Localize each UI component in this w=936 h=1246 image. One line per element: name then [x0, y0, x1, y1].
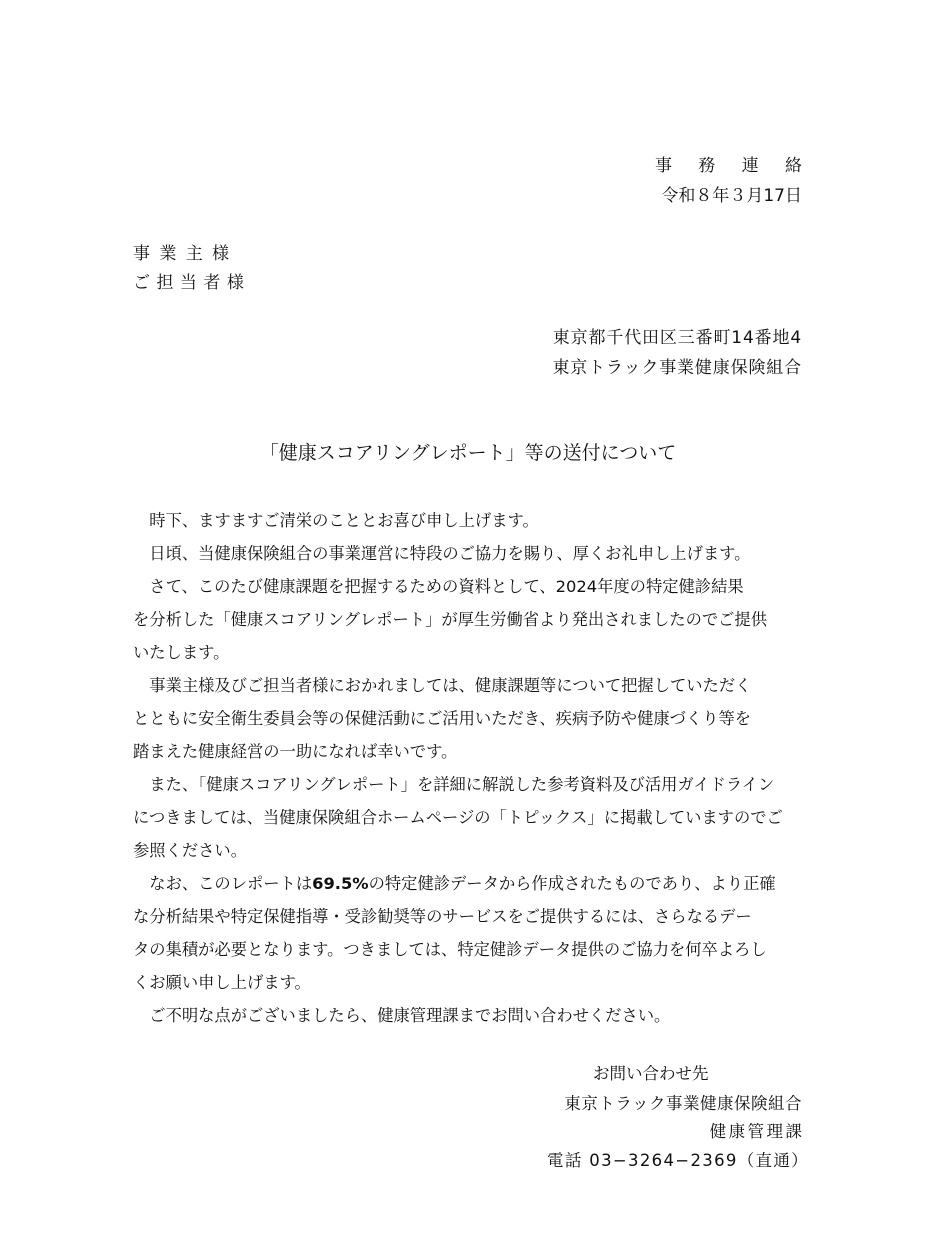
- paragraph-data-coverage: [133, 867, 809, 999]
- paragraph-report-intro: [133, 570, 809, 669]
- body-line: ご不明な点がございましたら、健康管理課までお問い合わせください。: [149, 1006, 671, 1025]
- letter-body: [133, 504, 809, 1032]
- body-line: とともに安全衛生委員会等の保健活動にご活用いただき、疾病予防や健康づくり等を: [133, 709, 752, 728]
- body-line: 事業主様及びご担当者様におかれましては、健康課題等について把握していただく: [149, 676, 752, 695]
- document-type: 事務連絡: [654, 156, 829, 176]
- body-line: また、「健康スコアリングレポート」を詳細に解説した参考資料及び活用ガイドライン: [149, 775, 775, 794]
- paragraph-request: [133, 669, 809, 768]
- body-line: 日頃、当健康保険組合の事業運営に特段のご協力を賜り、厚くお礼申し上げます。: [149, 544, 751, 563]
- sender-organization: 東京トラック事業健康保険組合: [552, 358, 802, 378]
- document-title: 「健康スコアリングレポート」等の送付について: [259, 442, 677, 464]
- body-line: [133, 867, 809, 900]
- body-line: さて、このたび健康課題を把握するための資料として、2024年度の特定健診結果: [149, 577, 744, 596]
- body-line: 踏まえた健康経営の一助になれば幸いです。: [133, 742, 458, 761]
- body-line: 参照ください。: [133, 841, 247, 860]
- body-line: を分析した「健康スコアリングレポート」が厚生労働省より発出されましたのでご提供: [133, 610, 767, 629]
- document-date: 令和８年３月17日: [661, 186, 802, 206]
- paragraph-thanks: [133, 537, 809, 570]
- body-line: につきましては、当健康保険組合ホームページの「トピックス」に掲載していますのでご: [133, 808, 783, 827]
- sender-address: 東京都千代田区三番町14番地4: [552, 328, 802, 348]
- contact-phone: 電話 03−3264−2369（直通）: [547, 1151, 809, 1170]
- contact-label: お問い合わせ先: [593, 1064, 709, 1083]
- body-text-segment: の特定健診データから作成されたものであり、より正確: [368, 874, 776, 893]
- body-line: くお願い申し上げます。: [133, 973, 311, 992]
- contact-block: [509, 1066, 809, 1176]
- contact-department: 健康管理課: [709, 1122, 805, 1141]
- paragraph-guideline: [133, 768, 809, 867]
- paragraph-greeting: [133, 504, 809, 537]
- contact-organization: 東京トラック事業健康保険組合: [564, 1094, 802, 1113]
- body-text-segment: なお、このレポートは: [149, 874, 313, 893]
- paragraph-inquiry: [133, 999, 809, 1032]
- body-line: な分析結果や特定保健指導・受診勧奨等のサービスをご提供するには、さらなるデー: [133, 907, 752, 926]
- coverage-rate: 69.5%: [312, 874, 369, 893]
- addressee-contact-person: ご担当者様: [133, 273, 251, 293]
- body-line: いたします。: [133, 643, 230, 662]
- body-line: 時下、ますますご清栄のこととお喜び申し上げます。: [149, 511, 539, 530]
- addressee-employer: 事業主様: [133, 244, 239, 264]
- body-line: タの集積が必要となります。つきましては、特定健診データ提供のご協力を何卒よろし: [133, 940, 767, 959]
